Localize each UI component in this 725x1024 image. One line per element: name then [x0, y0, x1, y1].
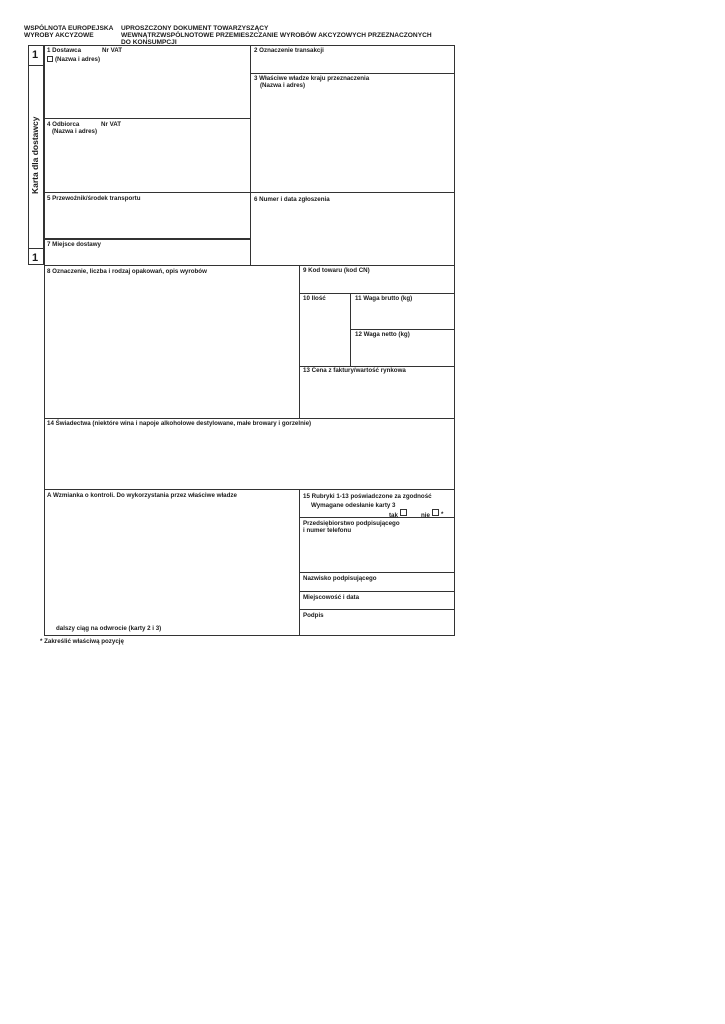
header-excise: WYROBY AKCYZOWE — [24, 32, 94, 39]
field-A-label: A Wzmianka o kontroli. Do wykorzystania przez właściwe władze — [47, 492, 237, 499]
copy-label: Karta dla dostawcy — [30, 116, 40, 194]
copy-strip-divider-top — [28, 65, 44, 66]
divider-2-3 — [250, 73, 455, 74]
copy-number-top: 1 — [32, 49, 39, 61]
document-title-line2: WEWNĄTRZWSPÓLNOTOWE PRZEMIESZCZANIE WYROBÓW AKCYZOWYCH PRZEZNACZONYCH — [121, 32, 432, 39]
place-date-label: Miejscowość i data — [303, 594, 360, 601]
divider-11-12 — [350, 329, 455, 330]
checkbox-icon[interactable] — [47, 56, 53, 62]
field-15-sub: Wymagane odesłanie karty 3 — [311, 502, 396, 509]
divider-14-A — [44, 489, 455, 490]
divider-4-5 — [44, 192, 455, 193]
field-1-sub: (Nazwa i adres) — [47, 56, 100, 63]
field-6-label: 6 Numer i data zgłoszenia — [254, 196, 330, 203]
field-4-label: 4 Odbiorca — [47, 121, 80, 128]
signature-label: Podpis — [303, 612, 324, 619]
option-footnote-mark: * — [441, 511, 444, 518]
field-9-label: 9 Kod towaru (kod CN) — [303, 267, 370, 274]
field-1-vat: Nr VAT — [102, 47, 123, 54]
field-7-label: 7 Miejsce dostawy — [47, 241, 101, 248]
divider-15-company — [299, 517, 455, 518]
field-11-label: 11 Waga brutto (kg) — [355, 295, 413, 302]
divider-v-top — [250, 45, 251, 265]
field-5-label: 5 Przewoźnik/środek transportu — [47, 195, 141, 202]
field-12-label: 12 Waga netto (kg) — [355, 331, 410, 338]
option-yes-label: tak — [389, 512, 398, 519]
divider-goods-14 — [44, 418, 455, 419]
option-no-checkbox[interactable] — [432, 509, 439, 516]
signer-name-label: Nazwisko podpisującego — [303, 575, 377, 582]
field-14-label: 14 Świadectwa (niektóre wina i napoje alkoholowe destylowane, małe browary i gorzelnie) — [47, 420, 312, 427]
field-8-label: 8 Oznaczenie, liczba i rodzaj opakowań, opis wyrobów — [47, 268, 207, 275]
document-title-line3: DO KONSUMPCJI — [121, 39, 177, 46]
divider-company-name — [299, 572, 455, 573]
footnote: * Zakreślić właściwą pozycję — [40, 638, 124, 645]
divider-5-7 — [44, 238, 250, 240]
copy-number-bottom: 1 — [32, 252, 39, 264]
field-1-label: 1 Dostawca — [47, 47, 82, 54]
field-13-label: 13 Cena z faktury/wartość rynkowa — [303, 367, 406, 374]
divider-1-4 — [44, 118, 250, 119]
continuation-note: dalszy ciąg na odwrocie (karty 2 i 3) — [56, 625, 162, 632]
field-3-sub: (Nazwa i adres) — [260, 82, 306, 89]
field-4-sub: (Nazwa i adres) — [52, 128, 98, 135]
divider-9-10 — [299, 293, 455, 294]
divider-top-section — [44, 265, 455, 266]
copy-strip-divider-bottom — [28, 248, 44, 249]
company-label: Przedsiębiorstwo podpisującego — [303, 520, 400, 527]
divider-v-bottom — [299, 489, 300, 636]
field-15-label: 15 Rubryki 1-13 poświadczone za zgodność — [303, 493, 432, 500]
divider-name-place — [299, 591, 455, 592]
header-community: WSPÓLNOTA EUROPEJSKA — [24, 25, 114, 32]
field-2-label: 2 Oznaczenie transakcji — [254, 47, 324, 54]
document-title-line1: UPROSZCZONY DOKUMENT TOWARZYSZĄCY — [121, 25, 269, 32]
option-no-label: nie — [421, 512, 430, 519]
company-sub: i numer telefonu — [303, 527, 352, 534]
field-10-label: 10 Ilość — [303, 295, 326, 302]
divider-v-goods — [299, 265, 300, 418]
divider-place-sign — [299, 609, 455, 610]
option-yes-checkbox[interactable] — [400, 509, 407, 516]
field-4-vat: Nr VAT — [101, 121, 122, 128]
field-3-label: 3 Właściwe władze kraju przeznaczenia — [254, 75, 370, 82]
